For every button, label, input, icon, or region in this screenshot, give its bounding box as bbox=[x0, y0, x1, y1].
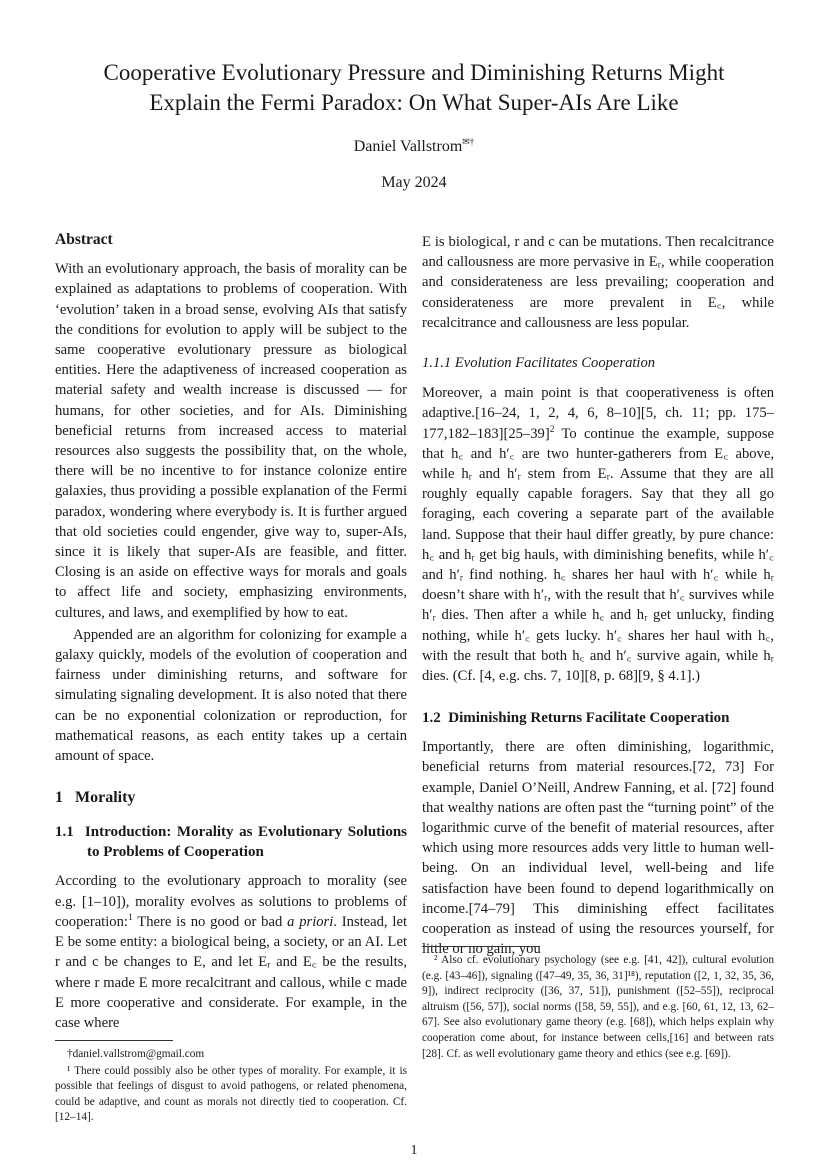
section-title: Morality bbox=[75, 789, 136, 807]
intro-paragraph bbox=[55, 871, 407, 1033]
section-heading-morality bbox=[55, 788, 407, 808]
abstract-paragraph-2: Appended are an algorithm for colonizing for example a galaxy quickly, models of the evolution of cooperation and fairness under diminishing returns, and software for simulating signaling development. It is also noted that there can be no exponential colonization or reproduction, for mathematical reasons, as each entity takes up a certain amount of space. bbox=[55, 626, 407, 765]
footnotes-right bbox=[422, 946, 774, 1063]
subsection-title: Introduction: Morality as Evolutionary Solutions to Problems of Cooperation bbox=[84, 824, 408, 861]
author-name: Daniel Vallstrom bbox=[353, 138, 463, 155]
footnote-email[interactable]: †daniel.vallstrom@gmail.com bbox=[67, 1048, 205, 1060]
apriori-term: a priori bbox=[287, 913, 334, 930]
evolution-paragraph bbox=[422, 383, 774, 686]
paper-title bbox=[60, 58, 768, 118]
title-line-1: Cooperative Evolutionary Pressure and Diminishing Returns Might bbox=[103, 60, 725, 85]
footnote-rule-right bbox=[422, 946, 540, 947]
evolution-text-b: To continue the example, suppose that h꜀ and h′꜀ are two hunter-gatherers from E꜀ above, while hᵣ and h′ᵣ stem from Eᵣ. Assume that they are all roughly equally capable foragers. Say that they all go foraging, each covering a separate part of the available land. Suppose that their haul differ greatly, by pure chance: h꜀ and hᵣ get big hauls, with diminishing benefits, while h′꜀ and h′ᵣ find nothing. h꜀ shares her haul with h′꜀ while hᵣ doesn’t share with h′ᵣ, with the result that h′꜀ survives while h′ᵣ dies. Then after a while h꜀ and hᵣ get unlucky, finding nothing, while h′꜀ gets lucky. h′꜀ shares her haul with h꜀, with the result that both h꜀ and h′꜀ survive again, while hᵣ dies. (Cf. [4, e.g. chs. 7, 10][8, p. 68][9, § 4.1].) bbox=[422, 425, 774, 685]
subsection-title-1-2: Diminishing Returns Facilitate Cooperation bbox=[448, 710, 730, 727]
footnote-2: ² Also cf. evolutionary psychology (see e.g. [41, 42]), cultural evolution (e.g. [43–46]), signaling ([47–49, 35, 36, 31]¹⁸), reputation ([2, 1, 32, 35, 36, 9]), indirect reciprocity ([36, 37, 51]), punishment ([52–55]), reciprocal altruism ([56, 57]), social norms ([58, 59, 55]), and e.g. [60, 61, 12, 13, 62–67]. See also evolutionary game theory (e.g. [68]), which helps explain why cooperation come about, for instance between cells,[16] and between rats [28]. Cf. as well evolutionary game theory and ethics (see e.g. [69]). bbox=[422, 954, 774, 1060]
subsection-heading-diminishing bbox=[422, 708, 774, 728]
intro-text-a: According to the evolutionary approach to morality (see e.g. [1–10]), morality evolves as solutions to problems of cooperation: bbox=[55, 873, 407, 930]
author-marks: ✉† bbox=[462, 136, 475, 147]
subsection-heading-introduction bbox=[55, 822, 407, 862]
subsection-number: 1.1 bbox=[55, 824, 74, 841]
footnote-ref-1[interactable]: 1 bbox=[127, 913, 133, 924]
footnote-rule-left bbox=[55, 1040, 173, 1041]
intro-text-c: . Instead, let E be some entity: a biological being, a society, or an AI. Let r and c be changes to E, and let Eᵣ and E꜀ be the results, where r made E more recalcitrant and callous, while c made E more cooperative and considerate. For example, in the case where bbox=[55, 913, 408, 1031]
continued-paragraph: E is biological, r and c can be mutations. Then recalcitrance and callousness are more pervasive in Eᵣ, while cooperation and considerateness are less prevailing; cooperation and considerateness are more prevalent in E꜀, while recalcitrance and callousness are less popular. bbox=[422, 234, 774, 331]
paper-date: May 2024 bbox=[381, 174, 447, 191]
right-column bbox=[422, 232, 774, 960]
footnote-ref-2[interactable]: 2 bbox=[549, 424, 555, 435]
section-number: 1 bbox=[55, 789, 63, 807]
footnotes-left bbox=[55, 1040, 407, 1127]
footnote-1: ¹ There could possibly also be other types of morality. For example, it is possible that feelings of disgust to avoid pathogens, or related phenomena, could be adaptive, and count as morals not directly tied to cooperation. Cf. [12–14]. bbox=[55, 1064, 407, 1124]
abstract-heading: Abstract bbox=[55, 231, 113, 248]
abstract-paragraph-1: With an evolutionary approach, the basis of morality can be explained as adaptations to problems of cooperation. With ‘evolution’ taken in a broad sense, evolving AIs that satisfy the conditions for evolution to apply will be subject to the same cooperative evolutionary pressure as biological entities. Here the adaptiveness of increased cooperation as material safety and wealth increase is discussed — for humans, for other societies, and for AIs. Diminishing beneficial returns from increased access to material resources also suggests the possibility that, on the whole, there will be no incentive to for instance colonize entire galaxies, thus providing a possible explanation of the Fermi paradox, wondering where everybody is. It is further argued that old societies could engender, give way to, super-AIs, since it is likely that super-AIs are feasible, and fitter. Closing is an aside on effective ways for morals and goals to affect life and society, emphasizing environments, cultures, and laws, and exemplified by how to eat. bbox=[55, 261, 407, 621]
page-number: 1 bbox=[410, 1143, 418, 1158]
subsubsection-heading-evolution: 1.1.1 Evolution Facilitates Cooperation bbox=[422, 355, 656, 372]
intro-text-b: There is no good or bad bbox=[132, 913, 288, 930]
subsection-number-1-2: 1.2 bbox=[422, 710, 441, 727]
title-line-2: Explain the Fermi Paradox: On What Super-AIs Are Like bbox=[149, 90, 679, 115]
evolution-text-a: Moreover, a main point is that cooperativeness is often adaptive.[16–24, 1, 2, 4, 6, 8–10][5, ch. 11; pp. 175–177,182–183][25–39] bbox=[422, 385, 774, 442]
author-line bbox=[0, 138, 828, 156]
diminishing-paragraph: Importantly, there are often diminishing, logarithmic, beneficial returns from material resources.[72, 73] For example, Daniel O’Neill, Andrew Fanning, et al. [72] found that wealthy nations are often past the “turning point” of the logarithmic curve of the benefit of material resources, after which using more resources adds very little to human well-being. On an individual level, well-being and life satisfaction have been found to depend logarithmically on income.[74–79] This diminishing effect facilitates cooperation as instead of using the resources yourself, for little or no gain, you bbox=[422, 739, 774, 958]
left-column bbox=[55, 230, 407, 1033]
